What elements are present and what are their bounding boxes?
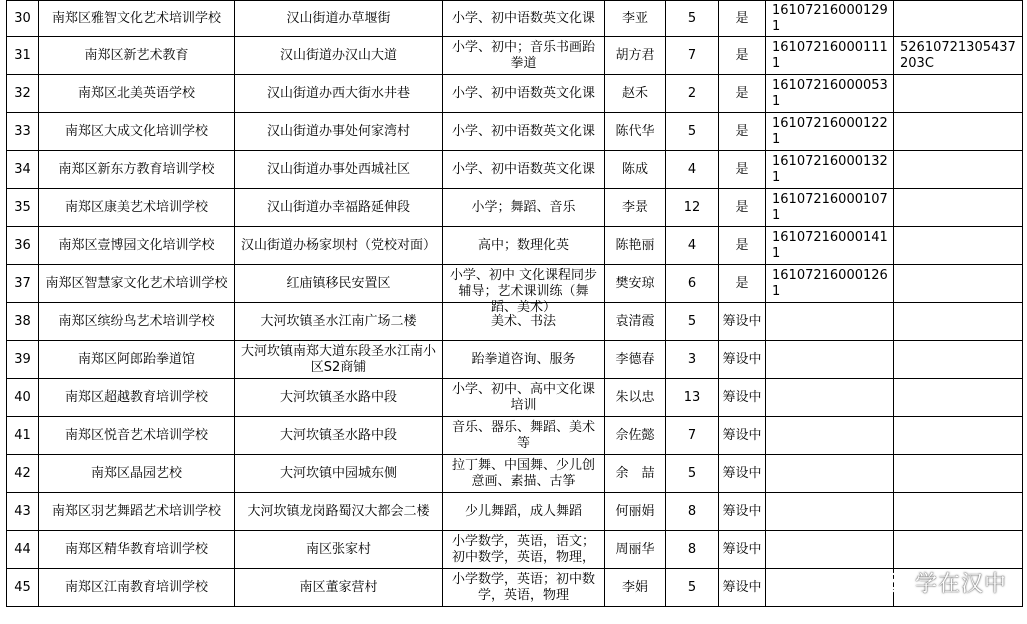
subjects-text: 小学、初中 文化课程同步辅导；艺术课训练（舞蹈、美术） <box>449 267 598 315</box>
cell-code-2 <box>894 417 1023 455</box>
cell-subjects <box>443 227 605 265</box>
cell-address: 大河坎镇圣水路中段 <box>235 379 443 417</box>
school-roster-table <box>6 0 1023 607</box>
subjects-text: 拉丁舞、中国舞、少儿创意画、素描、古筝 <box>451 457 595 489</box>
cell-count: 8 <box>666 531 719 569</box>
cell-address: 南区董家营村 <box>235 569 443 607</box>
cell-person: 胡方君 <box>605 37 666 75</box>
cell-subjects <box>443 189 605 227</box>
subjects-text: 小学、初中、高中文化课培训 <box>451 381 595 413</box>
subjects-text: 小学、初中语数英文化课 <box>451 10 595 26</box>
cell-school-name: 南郑区悦音艺术培训学校 <box>39 417 235 455</box>
table-row <box>7 569 1023 607</box>
cell-person: 李景 <box>605 189 666 227</box>
cell-code: 161072160001221 <box>766 113 894 151</box>
cell-status: 是 <box>719 37 766 75</box>
table-row <box>7 265 1023 303</box>
cell-code-2 <box>894 227 1023 265</box>
subjects-text: 小学、初中语数英文化课 <box>451 85 595 101</box>
cell-subjects <box>443 1 605 37</box>
subjects-text: 小学；舞蹈、音乐 <box>471 199 576 215</box>
cell-number: 33 <box>7 113 39 151</box>
cell-person: 佘佐懿 <box>605 417 666 455</box>
cell-number: 30 <box>7 1 39 37</box>
cell-status: 是 <box>719 113 766 151</box>
table-row <box>7 493 1023 531</box>
cell-count: 2 <box>666 75 719 113</box>
subjects-text: 高中；数理化英 <box>477 237 569 253</box>
cell-school-name: 南郑区精华教育培训学校 <box>39 531 235 569</box>
watermark-text: 学在汉中 <box>914 572 1007 597</box>
cell-code <box>766 493 894 531</box>
cell-count: 5 <box>666 569 719 607</box>
cell-count: 6 <box>666 265 719 303</box>
subjects-text: 音乐、器乐、舞蹈、美术等 <box>451 419 595 451</box>
cell-code-2 <box>894 151 1023 189</box>
cell-status: 筹设中 <box>719 493 766 531</box>
cell-code: 161072160001071 <box>766 189 894 227</box>
table-row <box>7 531 1023 569</box>
subjects-text: 小学、初中语数英文化课 <box>451 123 595 139</box>
cell-subjects <box>443 265 605 315</box>
cell-number: 34 <box>7 151 39 189</box>
cell-status: 筹设中 <box>719 379 766 417</box>
cell-status: 是 <box>719 227 766 265</box>
cell-person: 陈成 <box>605 151 666 189</box>
cell-number: 36 <box>7 227 39 265</box>
cell-address: 大河坎镇龙岗路蜀汉大都会二楼 <box>235 493 443 531</box>
cell-school-name: 南郑区江南教育培训学校 <box>39 569 235 607</box>
cell-address: 汉山街道办汉山大道 <box>235 37 443 75</box>
cell-number: 44 <box>7 531 39 569</box>
cell-person: 朱以忠 <box>605 379 666 417</box>
cell-count: 5 <box>666 1 719 37</box>
cell-school-name: 南郑区智慧家文化艺术培训学校 <box>39 265 235 303</box>
cell-code-2 <box>894 379 1023 417</box>
cell-number: 37 <box>7 265 39 303</box>
cell-subjects <box>443 341 605 379</box>
cell-school-name: 南郑区新东方教育培训学校 <box>39 151 235 189</box>
cell-person: 陈艳丽 <box>605 227 666 265</box>
cell-subjects <box>443 531 605 569</box>
table-row <box>7 1 1023 37</box>
cell-code: 161072160001291 <box>766 1 894 37</box>
cell-person: 周丽华 <box>605 531 666 569</box>
cell-count: 7 <box>666 37 719 75</box>
cell-code-2 <box>894 493 1023 531</box>
cell-subjects <box>443 113 605 151</box>
cell-subjects <box>443 37 605 75</box>
cell-number: 42 <box>7 455 39 493</box>
subjects-text: 小学、初中语数英文化课 <box>451 161 595 177</box>
cell-subjects <box>443 493 605 531</box>
subjects-text: 跆拳道咨询、服务 <box>471 351 576 367</box>
cell-code: 161072160001321 <box>766 151 894 189</box>
cell-count: 3 <box>666 341 719 379</box>
cell-code-2 <box>894 75 1023 113</box>
cell-school-name: 南郑区晶园艺校 <box>39 455 235 493</box>
cell-number: 31 <box>7 37 39 75</box>
cell-number: 35 <box>7 189 39 227</box>
cell-address: 汉山街道办幸福路延伸段 <box>235 189 443 227</box>
cell-school-name: 南郑区康美艺术培训学校 <box>39 189 235 227</box>
cell-subjects <box>443 417 605 455</box>
cell-code-2: 52610721305437203C <box>894 37 1023 75</box>
table-row <box>7 113 1023 151</box>
table-row <box>7 151 1023 189</box>
cell-person: 赵禾 <box>605 75 666 113</box>
cell-person: 樊安琼 <box>605 265 666 303</box>
table-row <box>7 37 1023 75</box>
subjects-text: 小学、初中；音乐书画跆拳道 <box>451 39 595 71</box>
cell-address: 汉山街道办事处何家湾村 <box>235 113 443 151</box>
wechat-icon <box>879 572 909 594</box>
cell-person: 李亚 <box>605 1 666 37</box>
cell-code <box>766 569 894 607</box>
cell-code-2 <box>894 189 1023 227</box>
cell-address: 汉山街道办西大街水井巷 <box>235 75 443 113</box>
cell-number: 38 <box>7 303 39 341</box>
subjects-text: 小学数学，英语，语文；初中数学，英语，物理， <box>451 533 595 565</box>
table-row <box>7 75 1023 113</box>
cell-code: 161072160000531 <box>766 75 894 113</box>
cell-school-name: 南郑区壹博园文化培训学校 <box>39 227 235 265</box>
cell-subjects <box>443 75 605 113</box>
cell-status: 筹设中 <box>719 455 766 493</box>
cell-status: 是 <box>719 75 766 113</box>
cell-person: 陈代华 <box>605 113 666 151</box>
cell-subjects <box>443 569 605 607</box>
cell-address: 汉山街道办杨家坝村（党校对面） <box>235 227 443 265</box>
table-row <box>7 341 1023 379</box>
cell-school-name: 南郑区雅智文化艺术培训学校 <box>39 1 235 37</box>
cell-number: 45 <box>7 569 39 607</box>
cell-school-name: 南郑区超越教育培训学校 <box>39 379 235 417</box>
cell-code <box>766 531 894 569</box>
cell-school-name: 南郑区大成文化培训学校 <box>39 113 235 151</box>
cell-status: 筹设中 <box>719 417 766 455</box>
subjects-text: 小学数学，英语；初中数学，英语，物理 <box>451 571 595 603</box>
watermark <box>879 567 1007 598</box>
cell-person: 何丽娟 <box>605 493 666 531</box>
cell-number: 41 <box>7 417 39 455</box>
cell-address: 红庙镇移民安置区 <box>235 265 443 303</box>
cell-address: 大河坎镇中园城东侧 <box>235 455 443 493</box>
table-row <box>7 455 1023 493</box>
cell-status: 是 <box>719 1 766 37</box>
cell-status: 是 <box>719 151 766 189</box>
cell-number: 40 <box>7 379 39 417</box>
cell-count: 7 <box>666 417 719 455</box>
cell-count: 4 <box>666 151 719 189</box>
cell-code <box>766 341 894 379</box>
cell-count: 8 <box>666 493 719 531</box>
cell-code-2 <box>894 531 1023 569</box>
cell-code-2 <box>894 265 1023 303</box>
cell-address: 大河坎镇南郑大道东段圣水江南小区S2商铺 <box>235 341 443 379</box>
cell-school-name: 南郑区新艺术教育 <box>39 37 235 75</box>
cell-count: 5 <box>666 113 719 151</box>
subjects-text: 少儿舞蹈，成人舞蹈 <box>464 503 582 519</box>
cell-number: 39 <box>7 341 39 379</box>
cell-code <box>766 303 894 341</box>
cell-number: 32 <box>7 75 39 113</box>
cell-address: 大河坎镇圣水江南广场二楼 <box>235 303 443 341</box>
cell-code <box>766 379 894 417</box>
cell-address: 汉山街道办事处西城社区 <box>235 151 443 189</box>
table-row <box>7 379 1023 417</box>
cell-code <box>766 455 894 493</box>
cell-person: 袁清霞 <box>605 303 666 341</box>
cell-code: 161072160001261 <box>766 265 894 303</box>
cell-count: 4 <box>666 227 719 265</box>
subjects-text: 美术、书法 <box>490 313 556 329</box>
cell-code: 161072160001411 <box>766 227 894 265</box>
cell-person: 李娟 <box>605 569 666 607</box>
cell-person: 李德春 <box>605 341 666 379</box>
cell-code-2 <box>894 1 1023 37</box>
cell-subjects <box>443 455 605 493</box>
roster-body <box>7 1 1023 607</box>
cell-address: 大河坎镇圣水路中段 <box>235 417 443 455</box>
cell-code <box>766 417 894 455</box>
table-row <box>7 227 1023 265</box>
cell-status: 筹设中 <box>719 531 766 569</box>
cell-count: 13 <box>666 379 719 417</box>
cell-code-2 <box>894 113 1023 151</box>
cell-code-2 <box>894 455 1023 493</box>
cell-status: 筹设中 <box>719 341 766 379</box>
cell-subjects <box>443 151 605 189</box>
cell-school-name: 南郑区缤纷鸟艺术培训学校 <box>39 303 235 341</box>
cell-address: 南区张家村 <box>235 531 443 569</box>
table-row <box>7 417 1023 455</box>
cell-address: 汉山街道办草堰街 <box>235 1 443 37</box>
cell-school-name: 南郑区北美英语学校 <box>39 75 235 113</box>
cell-person: 余 喆 <box>605 455 666 493</box>
cell-code: 161072160001111 <box>766 37 894 75</box>
cell-status: 筹设中 <box>719 303 766 341</box>
cell-status: 是 <box>719 189 766 227</box>
cell-status: 筹设中 <box>719 569 766 607</box>
cell-school-name: 南郑区阿郎跆拳道馆 <box>39 341 235 379</box>
cell-count: 5 <box>666 303 719 341</box>
cell-count: 5 <box>666 455 719 493</box>
cell-status: 是 <box>719 265 766 303</box>
table-row <box>7 189 1023 227</box>
cell-count: 12 <box>666 189 719 227</box>
cell-subjects <box>443 379 605 417</box>
cell-number: 43 <box>7 493 39 531</box>
cell-school-name: 南郑区羽艺舞蹈艺术培训学校 <box>39 493 235 531</box>
cell-code-2 <box>894 341 1023 379</box>
cell-code-2 <box>894 303 1023 341</box>
